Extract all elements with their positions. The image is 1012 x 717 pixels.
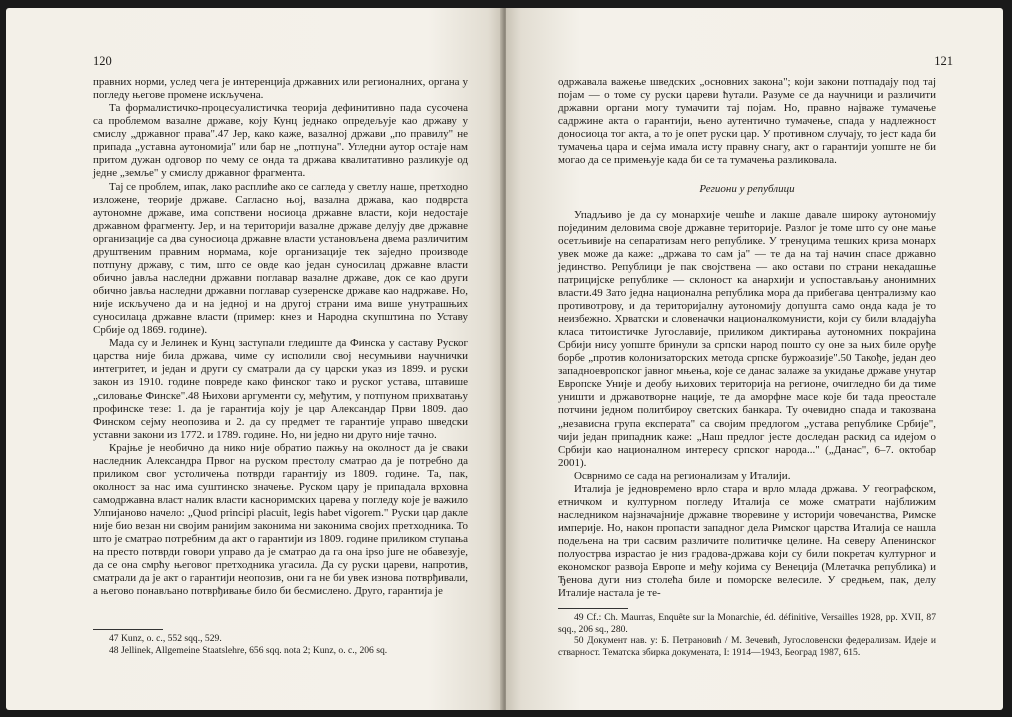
footnote-rule	[558, 608, 628, 609]
page-number: 120	[93, 54, 112, 68]
paragraph: Тај се проблем, ипак, лако расплиће ако се сагледа у светлу наше, претходно изложене, теорије државе. Сагласно њој, вазална држава, као подврста аутономне државе, има сопствени носиоца државне власти, који недостаје државном фрагменту. Јер, и на територији вазалне државе делују две државне организације са два суносиоца државне власти установљена двема различитим друштвеним правним нормама, које организације тек заједно производе потпуну државу, с тим, што се овде као један суносилац државне власти обично јавља наследни државни поглавар вазалне државе, док се као други обично јавља наследни државни поглавар сузеренске државе као надржаве. Но, није искључено да и на једној и на другој страни има више унутрашњих суносилаца државне власти (пример: кнез и Народна скупштина по Уставу Србије од 1869. године).	[93, 180, 468, 337]
footnote: 48 Jellinek, Allgemeine Staatslehre, 656 sqq. nota 2; Kunz, o. c., 206 sq.	[109, 644, 388, 656]
paragraph: Осврнимо се сада на регионализам у Италији.	[574, 469, 791, 482]
paragraph: Мада су и Јелинек и Кунц заступали гледиште да Финска у саставу Руског царства није била држава, чиме су исполили свој несумњиви научнички интегритет, и један и други су сматрали да су царски указ из 1899. и руски закон из 1910. године повреде како финског тако и руског устава, штавише „силовање Финске".48 Њихови аргументи су, међутим, у потпуном прихватању профинске тезе: 1. да је гарантија коју је цар Александар Први 1809. дао Финском сејму неопозива и 2. да су предмет те гарантије управо шведски уставни закони из 1772. и 1789. године. Но, ни једно ни друго није тачно.	[93, 337, 468, 441]
right-page	[506, 8, 1003, 710]
section-heading: Региони у републици	[699, 183, 795, 196]
paragraph: правних норми, услед чега је интеренција државних или регионалних, органа у погледу његове промене искључена.	[93, 76, 468, 102]
footnote: 50 Документ нав. у: Б. Петрановић / М. Зечевић, Југословенски федерализам. Идеје и стварност. Тематска збирка докумената, I: 1914—1943, Београд 1987, 615.	[558, 635, 936, 658]
paragraph: одржавала важење шведских „основних закона"; који закони потпадају под тај појам — о томе су руски цареви ћутали. Разуме се да научници и различити државни органи могу тумачити тај појам. Но, правно најваже тумачење садржине акта о гарантији, њено аутентично тумачење, спада у надлежност доносиоца тог акта, а то је опет руски цар. У противном случају, то јест када би тумачења цара и сејма имала исту правну снагу, акт о гарантији уопште не би могао да се примењује када би се та тумачења разликовала.	[558, 76, 936, 167]
page-number: 121	[934, 54, 953, 68]
paragraph: Та формалистичко-процесуалистичка теорија дефинитивно пада сусочена са проблемом вазалне државе, коју Кунц једнако опредељује као државу у смислу „државног права".47 Јер, како каже, вазалној држави „по правилу" не припада „уставна аутономија" или бар не „потпуна". Угледни аутор остаје нам притом дужан одговор по чему се онда та држава квалитативно разликује од једне „земље" у смислу државног фрагмента.	[93, 102, 468, 180]
footnote: 47 Kunz, o. c., 552 sqq., 529.	[109, 633, 222, 644]
paragraph: Крајње је необично да нико није обратио пажњу на околност да је сваки наследник Александра Првог на руском престолу сматрао да је потребно да приликом свог устоличења потврди гарантију из 1809. године. Та, пак, околност за нас има суштинско значење. Руском цару је припадала врховна самодржавна власт налик власти касноримских царева у погледу које је важило Улпијаново начело: „Quod principi placuit, legis habet vigorem." Руски цар дакле није био везан ни својим ранијим законима ни законима својих претходника. То што је сматрао потребним да акт о гарантији из 1809. године приликом ступања на престо потврди говори управо да је сматрао да га она ipso jure не обавезује, да се она смрћу његовог претходника угасила. Да су руски цареви, напротив, сматрали да је акт о гарантији неопозив, они га не би увек изнова потврђивали, а његово понављано потврђивање било би бесмислено. Друго, гарантија је	[93, 441, 468, 598]
body-text	[93, 76, 468, 599]
left-page	[6, 8, 503, 710]
paragraph: Упадљиво је да су монархије чешће и лакше давале широку аутономију појединим деловима своје државне територије. Разлог је томе што су оне мање осетљивије на сепаратизам него републике. У тренуцима тешких криза монарх увек може да каже: „држава то сам ја" — те да на тај начин спасе државно јединство. Републици је пак својствена — ако остави по страни некадашње патрицијске републике — склоност ка анархији и успостављању анонимних власти.49 Зато једна национална република мора да прибегава централизму као противотрову, и да територијалну аутономију допушта само онда када је то неизбежно. Хрватски и словеначки националкомунисти, који су били владајућа класа титоистичке Југославије, приликом диктирања аутономних покрајина Србији нису уопште бринули за српски народ пошто су оне за њих биле оруђе борбе „против колонизаторских метода српске буржоазије".50 Такође, један део западноевропског јавног мњења, које се данас залаже за укидање државе унутар Европске Уније и деобу њихових територија на регионе, очигледно би да тиме уништи и државотворне нације, те да аморфне масе које би тада преостале потчини једном политбироу светских банкара. Ту очевидно спада и такозвана „независна група експерата" са својим предлогом „устава републике Србије", чији један припадник каже: „Наш предлог јесте доследан раскид са идејом о Србији као националном интересу српског народа..." („Данас", 6–7. октобар 2001).	[558, 208, 936, 469]
body-text	[558, 76, 936, 600]
footnotes	[558, 608, 936, 658]
paragraph: Италија је једновремено врло стара и врло млада држава. У географском, етничком и културном погледу Италија се може сматрати најближим наследником најзначајније државне творевине у историји човечанства, Римске империје. Но, након пропасти западног дела Римског царства Италија се нашла подељена на три сасвим различите политичке целине. На северу Апенинског полуострва израстао је низ градова-држава који су били покретач културног и економског развоја Европе и међу којима су Венеција (Млетачка република) и Ђенова дуги низ столећа биле и поморске велесиле. У средњем, пак, делу Италије настала је те-	[558, 482, 936, 600]
footnotes	[93, 629, 468, 656]
footnote-rule	[93, 629, 163, 630]
footnote: 49 Cf.: Ch. Maurras, Enquête sur la Monarchie, éd. définitive, Versailles 1928, pp. XVII, 87 sqq., 206 sq., 280.	[558, 612, 936, 635]
